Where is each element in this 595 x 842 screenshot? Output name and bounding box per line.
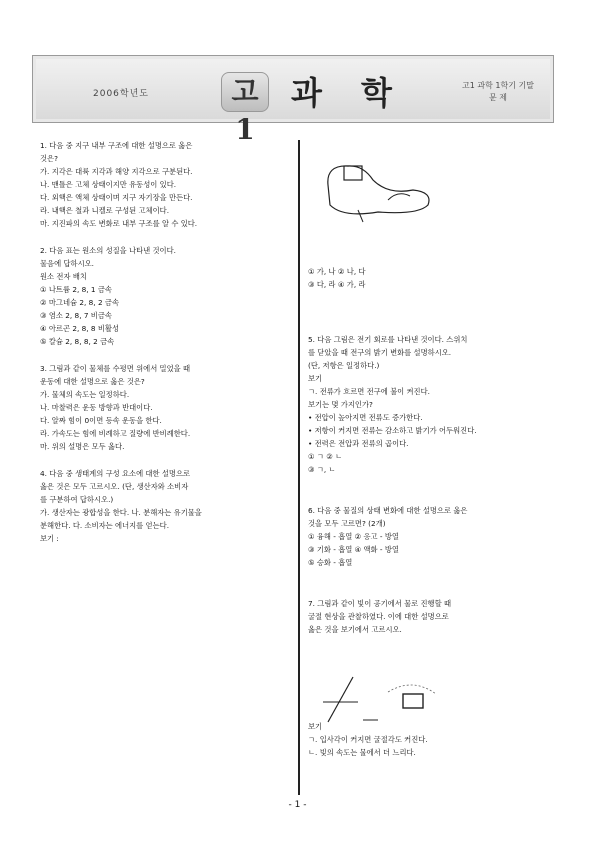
right-column-line: ㄴ. 빛의 속도는 물에서 더 느리다. [308, 748, 416, 757]
right-column-line [308, 637, 558, 649]
right-column-line [308, 140, 558, 152]
right-column-line: ③ 다, 라 ④ 가, 라 [308, 280, 366, 289]
right-column-line: ③ ㄱ, ㄴ [308, 465, 336, 474]
right-column-line: ⑤ 승화 - 흡열 [308, 558, 353, 567]
right-column-line: 보기 [308, 722, 323, 731]
left-column-line: 2. 다음 표는 원소의 성질을 나타낸 것이다. [40, 246, 176, 255]
left-column-line: 마. 지진파의 속도 변화로 내부 구조를 알 수 있다. [40, 219, 198, 228]
right-column-line: • 전압이 높아지면 전류도 증가한다. [308, 413, 423, 422]
left-column-line: ③ 염소 2, 8, 7 비금속 [40, 311, 112, 320]
left-column-line: 마. 위의 설명은 모두 옳다. [40, 442, 125, 451]
right-column-line: (단, 저항은 일정하다.) [308, 361, 380, 370]
left-column-line: 라. 내핵은 철과 니켈로 구성된 고체이다. [40, 206, 170, 215]
question-figure-1 [318, 160, 438, 230]
subject-title: 과 학 [291, 74, 406, 112]
right-column-line [308, 238, 558, 250]
left-column-line: 나. 맨틀은 고체 상태이지만 유동성이 있다. [40, 180, 177, 189]
question-figure-2 [318, 672, 448, 727]
right-column-line: ㄱ. 전류가 흐르면 전구에 불이 켜진다. [308, 387, 430, 396]
exam-info-line-1: 고1 과학 1학기 기말 [462, 81, 534, 90]
right-column-line: 것을 모두 고르면? (2개) [308, 519, 386, 528]
left-column-line: ⑤ 칼슘 2, 8, 8, 2 금속 [40, 337, 115, 346]
left-column-line: ① 나트륨 2, 8, 1 금속 [40, 285, 112, 294]
left-column-line: 라. 가속도는 힘에 비례하고 질량에 반비례한다. [40, 429, 191, 438]
left-column-line [40, 349, 290, 361]
right-column-line: 7. 그림과 같이 빛이 공기에서 물로 진행할 때 [308, 599, 452, 608]
right-column-line: 보기 [308, 374, 323, 383]
right-column-line [308, 292, 558, 304]
exam-info-line-2: 문 제 [489, 93, 507, 102]
right-column-line [308, 584, 558, 596]
right-column-line [308, 306, 558, 318]
left-column-line: 나. 마찰력은 운동 방향과 반대이다. [40, 403, 153, 412]
exam-year-label: 2006학년도 [93, 89, 149, 99]
right-column-line: ① 융해 - 흡열 ② 응고 - 방열 [308, 532, 399, 541]
left-column-line: 3. 그림과 같이 물체를 수평면 위에서 밀었을 때 [40, 364, 191, 373]
left-column-line: 분해한다. 다. 소비자는 에너지를 얻는다. [40, 521, 170, 530]
right-column-line: • 전력은 전압과 전류의 곱이다. [308, 439, 409, 448]
left-column-line: 것은? [40, 154, 58, 163]
left-column-line: 4. 다음 중 생태계의 구성 요소에 대한 설명으로 [40, 469, 191, 478]
right-column-line [308, 651, 558, 663]
left-column-line: 를 구분하여 답하시오.) [40, 495, 114, 504]
left-column-line: 보기 : [40, 534, 59, 543]
exam-info [443, 80, 553, 104]
page-number: - 1 - [288, 800, 307, 810]
left-column-line: 가. 물체의 속도는 일정하다. [40, 390, 130, 399]
left-column-line: 가. 지각은 대륙 지각과 해양 지각으로 구분된다. [40, 167, 193, 176]
left-column-line: ④ 아르곤 2, 8, 8 비활성 [40, 324, 119, 333]
left-column-line: 원소 전자 배치 [40, 272, 87, 281]
right-column-line: ㄱ. 입사각이 커지면 굴절각도 커진다. [308, 735, 428, 744]
left-column [40, 140, 290, 546]
right-column-line: 굴절 현상을 관찰하였다. 이에 대한 설명으로 [308, 612, 449, 621]
right-column-line [308, 491, 558, 503]
right-column-line: ③ 기화 - 흡열 ④ 액화 - 방열 [308, 545, 399, 554]
right-column [308, 140, 558, 760]
left-column-line: 물음에 답하시오. [40, 259, 94, 268]
right-column-line [308, 477, 558, 489]
left-column-line: 옳은 것은 모두 고르시오. (단, 생산자와 소비자 [40, 482, 189, 491]
left-column-line: 가. 생산자는 광합성을 한다. 나. 분해자는 유기물을 [40, 508, 202, 517]
right-column-line: 를 닫았을 때 전구의 밝기 변화를 설명하시오. [308, 348, 452, 357]
right-column-line: ① 가, 나 ② 나, 다 [308, 267, 366, 276]
left-column-line [40, 454, 290, 466]
right-column-line [308, 320, 558, 332]
right-column-line: ① ㄱ ② ㄴ [308, 452, 343, 461]
right-column-line: 6. 다음 중 물질의 상태 변화에 대한 설명으로 옳은 [308, 506, 468, 515]
right-column-line: 보기는 몇 가지인가? [308, 400, 373, 409]
left-column-line: 운동에 대한 설명으로 옳은 것은? [40, 377, 145, 386]
right-column-line: • 저항이 커지면 전류는 감소하고 밝기가 어두워진다. [308, 426, 477, 435]
column-divider [298, 140, 300, 795]
left-column-line: 다. 외핵은 액체 상태이며 지구 자기장을 만든다. [40, 193, 193, 202]
left-column-line [40, 231, 290, 243]
left-column-line: 다. 알짜 힘이 0이면 등속 운동을 한다. [40, 416, 162, 425]
left-column-line: 1. 다음 중 지구 내부 구조에 대한 설명으로 옳은 [40, 141, 193, 150]
right-column-line [308, 570, 558, 582]
right-column-line: 5. 다음 그림은 전기 회로를 나타낸 것이다. 스위치 [308, 335, 468, 344]
grade-badge: 고1 [221, 72, 269, 112]
right-column-line: 옳은 것을 보기에서 고르시오. [308, 625, 402, 634]
right-column-line [308, 252, 558, 264]
left-column-line: ② 마그네슘 2, 8, 2 금속 [40, 298, 119, 307]
